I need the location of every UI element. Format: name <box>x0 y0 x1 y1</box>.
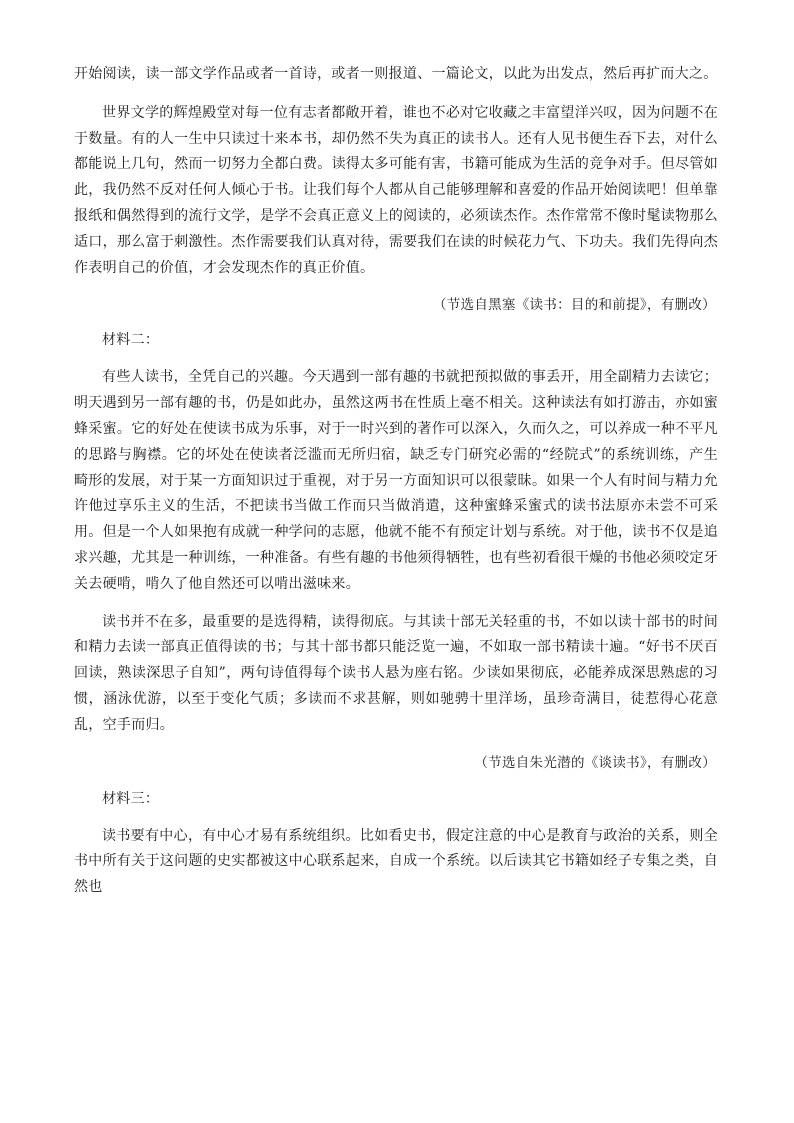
material-two-heading: 材料二： <box>102 332 160 349</box>
material-three-heading: 材料三： <box>102 790 160 807</box>
source-citation-zhu-guangqian: （节选自朱光潜的《谈读书》，有删改） <box>474 754 716 771</box>
document-page <box>74 62 718 901</box>
paragraph-reading-with-center: 读书要有中心，有中心才易有系统组织。比如看史书，假定注意的中心是教育与政治的关系，则全书中所有关于这问题的史实都被这中心联系起来，自成一个系统。以后读其它书籍如经子专集之类，自然也 <box>74 827 718 896</box>
source-citation-hesse: （节选自黑塞《读书：目的和前提》，有删改） <box>432 297 716 314</box>
paragraph-reading-selectively: 读书并不在多，最重要的是选得精，读得彻底。与其读十部无关轻重的书，不如以读十部书的时间和精力去读一部真正值得读的书；与其十部书都只能泛览一遍，不如取一部书精读十遍。“好书不厌百回读，熟读深思子自知”，两句诗值得每个读书人悬为座右铭。少读如果彻底，必能养成深思熟虑的习惯，涵泳优游，以至于变化气质；多读而不求甚解，则如驰骋十里洋场，虽珍奇满目，徒惹得心花意乱，空手而归。 <box>74 613 718 733</box>
paragraph-intro-continuation: 开始阅读，读一部文学作品或者一首诗，或者一则报道、一篇论文，以此为出发点，然后再扩而大之。 <box>74 66 718 82</box>
paragraph-reading-by-interest: 有些人读书，全凭自己的兴趣。今天遇到一部有趣的书就把预拟做的事丢开，用全副精力去读它；明天遇到另一部有趣的书，仍是如此办，虽然这两书在性质上毫不相关。这种读法有如打游击，亦如蜜蜂采蜜。它的好处在使读书成为乐事，对于一时兴到的著作可以深入，久而久之，可以养成一种不平凡的思路与胸襟。它的坏处在使读者泛滥而无所归宿，缺乏专门研究必需的“经院式”的系统训练，产生畸形的发展，对于某一方面知识过于重视，对于另一方面知识可以很蒙昧。如果一个人有时间与精力允许他过享乐主义的生活，不把读书当做工作而只当做消遣，这种蜜蜂采蜜式的读书法原亦未尝不可采用。但是一个人如果抱有成就一种学问的志愿，他就不能不有预定计划与系统。对于他，读书不仅是追求兴趣，尤其是一种训练，一种准备。有些有趣的书他须得牺牲，也有些初看很干燥的书他必须咬定牙关去硬啃，啃久了他自然还可以啃出滋味来。 <box>74 369 718 592</box>
paragraph-world-literature: 世界文学的辉煌殿堂对每一位有志者都敞开着，谁也不必对它收藏之丰富望洋兴叹，因为问题不在于数量。有的人一生中只读过十来本书，却仍然不失为真正的读书人。还有人见书便生吞下去，对什么都能说上几句，然而一切努力全都白费。读得太多可能有害，书籍可能成为生活的竞争对手。但尽管如此，我仍然不反对任何人倾心于书。让我们每个人都从自己能够理解和喜爱的作品开始阅读吧！但单靠报纸和偶然得到的流行文学，是学不会真正意义上的阅读的，必须读杰作。杰作常常不像时髦读物那么适口，那么富于刺激性。杰作需要我们认真对待，需要我们在读的时候花力气、下功夫。我们先得向杰作表明自己的价值，才会发现杰作的真正价值。 <box>74 104 718 276</box>
